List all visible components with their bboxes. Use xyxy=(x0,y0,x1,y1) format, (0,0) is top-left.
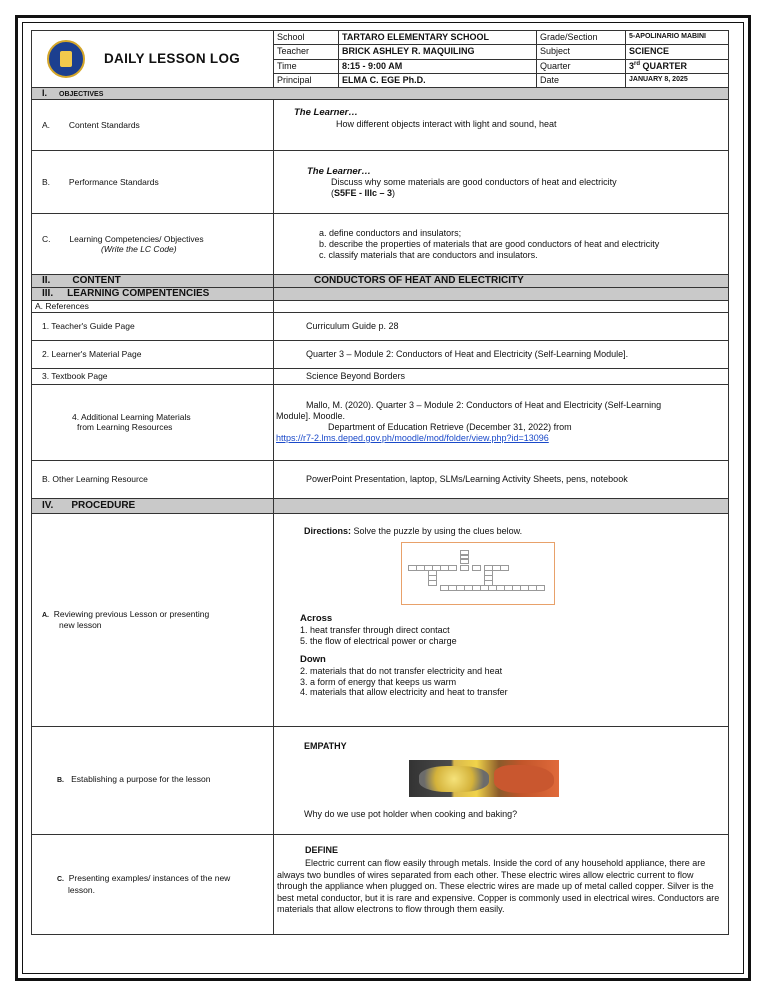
content-standards-label: A. Content Standards xyxy=(32,100,274,151)
learners-material-value: Quarter 3 – Module 2: Conductors of Heat and Electricity (Self-Learning Module]. xyxy=(274,340,729,368)
clue-item: 2. materials that do not transfer electricity and heat xyxy=(300,665,503,676)
subject-value: SCIENCE xyxy=(626,45,729,59)
principal-value: ELMA C. EGE Ph.D. xyxy=(339,73,537,87)
learning-competencies-value xyxy=(274,214,729,275)
lesson-body-table xyxy=(31,87,729,935)
references-blank xyxy=(274,301,729,312)
pot-holder-photo xyxy=(409,760,559,797)
other-resource-value: PowerPoint Presentation, laptop, SLMs/Learning Activity Sheets, pens, notebook xyxy=(274,460,729,498)
learning-competencies-header: III. LEARNING COMPENTENCIES xyxy=(32,288,274,301)
header-table xyxy=(31,30,729,88)
logo-title-cell xyxy=(32,31,274,88)
competency-item: c. classify materials that are conductors and insulators. xyxy=(319,249,538,260)
clue-item: 1. heat transfer through direct contact xyxy=(300,624,450,635)
content-standards-value: The Learner… How different objects interact with light and sound, heat xyxy=(274,100,729,151)
grade-label: Grade/Section xyxy=(537,31,626,45)
grade-value: 5-APOLINARIO MABINI xyxy=(626,31,729,45)
school-value: TARTARO ELEMENTARY SCHOOL xyxy=(339,31,537,45)
presenting-examples-value: DEFINE Electric current can flow easily through metals. Inside the cord of any household appliance, there are always two bundles of wires separated from each other. These electric wires allow electric current to flow through the appliance when plugged on. These electric wires are made up of metal called copper. Silver is the best metal conductor, but it is rare and expensive. Copper is commonly used in electrical wires. Conductors are materials that allow electrons to flow through them easily. xyxy=(274,834,729,934)
performance-standards-value: The Learner… Discuss why some materials are good conductors of heat and electricity (S5FE - IIIc – 3) xyxy=(274,151,729,214)
establishing-purpose-label: B. Establishing a purpose for the lesson xyxy=(32,726,274,834)
quarter-value: 3rd QUARTER xyxy=(626,59,729,73)
textbook-value: Science Beyond Borders xyxy=(274,368,729,384)
clue-item: 3. a form of energy that keeps us warm xyxy=(300,676,457,687)
crossword-puzzle-image xyxy=(401,542,555,605)
page-title: DAILY LESSON LOG xyxy=(104,50,241,66)
deped-seal-icon xyxy=(47,40,85,78)
subject-label: Subject xyxy=(537,45,626,59)
clue-item: 4. materials that allow electricity and heat to transfer xyxy=(300,687,508,698)
teachers-guide-value: Curriculum Guide p. 28 xyxy=(274,312,729,340)
performance-standards-label: B. Performance Standards xyxy=(32,151,274,214)
competency-item: a. define conductors and insulators; xyxy=(319,228,462,239)
objectives-header: I. OBJECTIVES xyxy=(32,88,729,100)
teacher-value: BRICK ASHLEY R. MAQUILING xyxy=(339,45,537,59)
time-label: Time xyxy=(274,59,339,73)
date-value: JANUARY 8, 2025 xyxy=(626,73,729,87)
procedure-header: IV. PROCEDURE xyxy=(32,498,274,513)
date-label: Date xyxy=(537,73,626,87)
teachers-guide-label: 1. Teacher's Guide Page xyxy=(32,312,274,340)
reviewing-lesson-label: A. Reviewing previous Lesson or presenting new lesson xyxy=(32,513,274,726)
clue-item: 5. the flow of electrical power or charge xyxy=(300,635,457,646)
teacher-label: Teacher xyxy=(274,45,339,59)
content-value: CONDUCTORS OF HEAT AND ELECTRICITY xyxy=(274,275,729,288)
competency-item: b. describe the properties of materials that are good conductors of heat and electricity xyxy=(319,238,660,249)
time-value: 8:15 - 9:00 AM xyxy=(339,59,537,73)
content-header: II. CONTENT xyxy=(32,275,274,288)
additional-materials-label: 4. Additional Learning Materials from Learning Resources xyxy=(32,384,274,460)
daily-lesson-log xyxy=(31,30,728,935)
presenting-examples-label: C. Presenting examples/ instances of the new lesson. xyxy=(32,834,274,934)
reviewing-lesson-value: Directions: Solve the puzzle by using the clues below. Across 1. heat transfer through direct contact 5. the flow of electrical power or charge Down 2. materials that do not transfer electricity and heat 3. a form of energy that keeps us warm 4. materials that allow electricity and heat to transfer xyxy=(274,513,729,726)
establishing-purpose-value: EMPATHY Why do we use pot holder when cooking and baking? xyxy=(274,726,729,834)
procedure-header-blank xyxy=(274,498,729,513)
principal-label: Principal xyxy=(274,73,339,87)
references-label: A. References xyxy=(32,301,274,312)
textbook-label: 3. Textbook Page xyxy=(32,368,274,384)
school-label: School xyxy=(274,31,339,45)
other-resource-label: B. Other Learning Resource xyxy=(32,460,274,498)
learning-competencies-label: C. Learning Competencies/ Objectives (Write the LC Code) xyxy=(32,214,274,275)
additional-materials-value: Mallo, M. (2020). Quarter 3 – Module 2: Conductors of Heat and Electricity (Self-Learning Module]. Moodle. Department of Education Retrieve (December 31, 2022) from https://r7-2.lms.deped.gov.ph/moodle/mod/folder/view.php?id=13096 xyxy=(274,384,729,460)
learners-material-label: 2. Learner's Material Page xyxy=(32,340,274,368)
learning-competencies-header-blank xyxy=(274,288,729,301)
quarter-label: Quarter xyxy=(537,59,626,73)
moodle-resource-link[interactable]: https://r7-2.lms.deped.gov.ph/moodle/mod/folder/view.php?id=13096 xyxy=(276,432,549,443)
